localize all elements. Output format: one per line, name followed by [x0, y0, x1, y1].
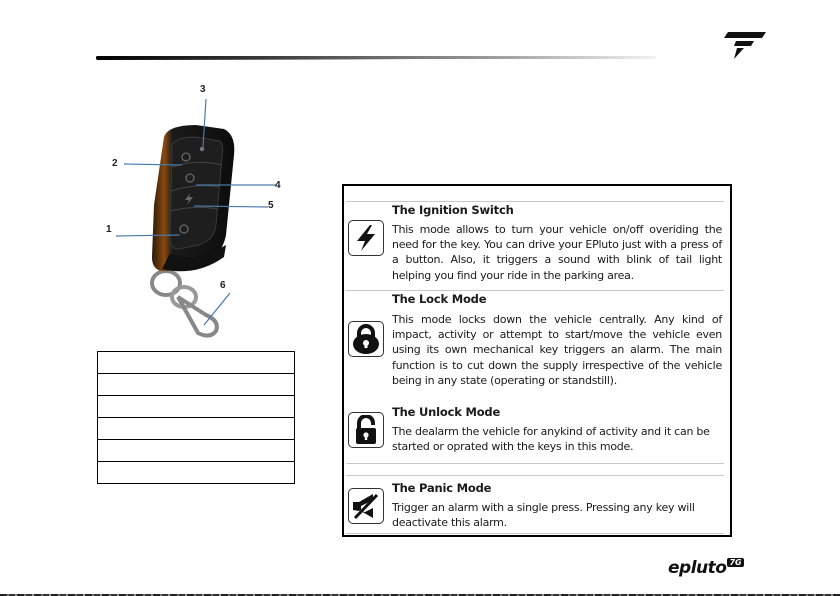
table-row	[98, 396, 295, 418]
mode-title: The Lock Mode	[392, 292, 487, 306]
divider	[346, 290, 724, 291]
speaker-mute-icon	[348, 488, 384, 524]
key-fob-image	[96, 85, 306, 345]
callout-5: 5	[268, 200, 274, 211]
mode-description: This mode allows to turn your vehicle on/off overiding the need for the key. You can drive your EPluto just with a press of a button. Also, it triggers a sound with blink of tail light helping you find your ride in the parking area.	[392, 223, 722, 282]
divider	[346, 475, 724, 476]
callout-2: 2	[112, 158, 118, 169]
divider	[346, 463, 724, 464]
logo-badge: 7G	[729, 558, 742, 567]
modes-panel	[342, 184, 732, 537]
callout-6: 6	[220, 280, 226, 291]
table-row	[98, 374, 295, 396]
callout-1: 1	[106, 224, 112, 235]
divider	[346, 533, 724, 534]
mode-description: This mode locks down the vehicle centrally. Any kind of impact, activity or attempt to start/move the vehicle even using its own mechanical key triggers an alarm. The main function is to cut down the supply irrespective of the vehicle being in any state (operating or standstill).	[392, 313, 722, 387]
callout-4: 4	[275, 180, 281, 191]
table-row	[98, 462, 295, 484]
mode-description: Trigger an alarm with a single press. Pressing any key will deactivate this alarm.	[392, 501, 695, 530]
mode-title: The Panic Mode	[392, 481, 492, 495]
table-cell	[98, 418, 295, 440]
table-cell	[98, 396, 295, 418]
divider	[346, 201, 724, 202]
lightning-bolt-icon	[348, 220, 384, 256]
table-row	[98, 352, 295, 374]
button-function-table	[97, 351, 295, 484]
table-row	[98, 418, 295, 440]
table-row	[98, 440, 295, 462]
unlock-icon	[348, 412, 384, 448]
footer-brand-logo	[668, 558, 744, 578]
header-gradient-line	[96, 56, 656, 59]
brand-logo-icon	[722, 28, 768, 60]
mode-title: The Ignition Switch	[392, 203, 514, 217]
logo-wordmark: epluto	[668, 558, 727, 578]
lock-icon	[348, 321, 384, 357]
table-cell	[98, 462, 295, 484]
table-cell	[98, 352, 295, 374]
mode-title: The Unlock Mode	[392, 405, 501, 419]
callout-3: 3	[200, 84, 206, 95]
table-cell	[98, 440, 295, 462]
table-cell	[98, 374, 295, 396]
key-fob-illustration	[96, 85, 306, 345]
mode-description: The dealarm the vehicle for anykind of activity and it can be started or oprated with the keys in this mode.	[392, 425, 710, 454]
